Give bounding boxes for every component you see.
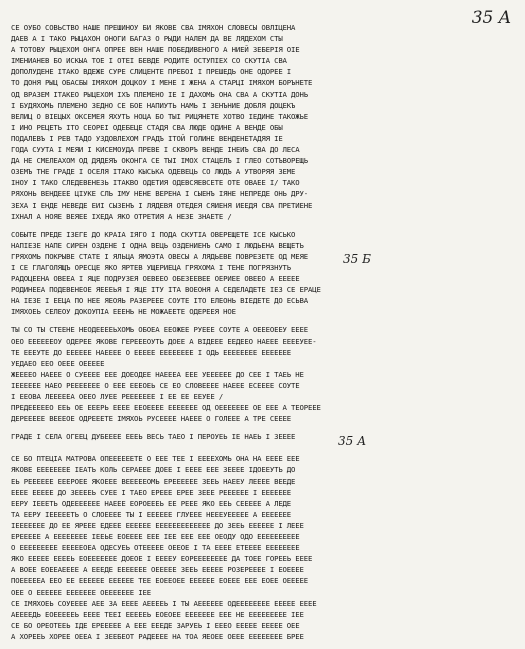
text-line: О ЕЕЕЕЕЕЕЕЕ ЕЕЕЕЕОЕА ОДЕСУЕЬ ОТЕЕЕЕЕ ОЕЕОЕ І ТА ЕЕЕЕ ЕТЕЕЕЕ ЕЕЕЕЕЕЕЕ	[11, 543, 300, 553]
text-line: СЕ БО ОРЕОТЕЕЬ ІДЕ ЕРЕЕЕЕЕ А ЕЕЕ ЕЕЕДЕ ЗАРУЕЬ І ЕЕЕО ЕЕЕЕЕ ЕЕЕЕЕ ОЕЕ	[11, 620, 300, 630]
text-line: ЕЕЕЕ ЕЕЕЕЕ ДО ЗЕЕЕЕЬ СУЕЕ І ТАЕО ЕРЕЕЕ ЕРЕЕ ЗЕЕЕ РЕЕЕЕЕЕ І ЕЕЕЕЕЕЕ	[11, 487, 292, 497]
text-line: РЯХОНЬ ВЕНДЕЕЕ ЦІУКЕ СЛЬ ІМУ НЕНЕ ВЕРЕНА І СЫЕНЪ ІЯНЕ НЕПРЕДЕ ОНЬ ДРУ-	[11, 189, 309, 199]
text-line: СЕ ОУБО СОВЬСТВО НАШЕ ПРЕШИНОУ БИ ЯКОВЕ СВА ІМЯХОН СЛОВЕСЫ ОВЛІЦЕНА	[11, 23, 296, 32]
text-line: ДАЕВ А І ТАКО РЫЦАХОН ОНОГИ БАГАЗ О РЫДИ НАЛЕМ ДА ВЕ ЛЯДЕХОМ СТЫ	[11, 34, 283, 44]
text-line: ТЕ ЕЕЕУТЕ ДО ЕЕЕЕЕЕ НАЕЕЕЕ О ЕЕЕЕЕ ЕЕЕЕЕЕЕЕ І ОДЬ ЕЕЕЕЕЕЕЕ ЕЕЕЕЕЕЕ	[11, 347, 292, 357]
text-line: ЕРЕЕЕЕЕ А ЕЕЕЕЕЕЕЕ ІЕЕЬЕ ЕОЕЕЕЕ ЕЕЕ ІЕЕ ЕЕЕ ЕЕЕ ОЕОДУ ОДО ЕЕЕЕЕЕЕЕЕЕ	[11, 532, 300, 542]
text-line: ГРЯХОМЬ ПОКРЫВЕ СТАТЕ І ЯЛЬЦА ЯМОЭТА ОВЕСЫ А ЛЯДЬЕВЕ ПОВРЕЗЕТЕ ОД МЕЯЕ	[11, 251, 309, 261]
text-line: ОЕО ЕЕЕЕЕЕОУ ОДЕРЕЕ ЯКОВЕ ГЕРЕЕЕОУТЬ ДОЕЕ А ВІДЕЕЕ ЕЕДЕЕО НАЕЕЕ ЕЕЕЕУЕЕ-	[11, 336, 317, 346]
text-line: СЕ БО ПТЕЦІА МАТРОВА ОПЕЕЕЕЕЕТЕ О ЕЕЕ ТЕЕ І ЕЕЕЕХОМЬ ОНА НА ЕЕЕЕ ЕЕЕ	[11, 454, 300, 464]
text-line: ІЕЕЕЕЕЕЕ ДО ЕЕ ЯРЕЕЕ ЕДЕЕЕ ЕЕЕЕЕЕ ЕЕЕЕЕЕЕЕЕЕЕЕЕ ДО ЗЕЕЬ ЕЕЕЕЕЕ І ЛЕЕЕ	[11, 520, 304, 530]
margin-mark-35a: 35 А	[338, 434, 367, 448]
text-line: ОД ВРАЗЕМ ІТАКЕО РЫЦЕХОМ ІХЪ ПЛЕМЕНО ІЕ І ДАХОМЬ ОНА СВА А СКУТІА ДОНЬ	[11, 89, 309, 99]
text-line: ТО ДОНЯ РЫЦ ОБАСБЫ ІМЯХОМ ДОЦКОУ І МЕНЕ І ЖЕНА А СТАРЦІ ІМЯХОМ БОРЪНЕТЕ	[11, 78, 313, 88]
text-line: І ИНО РЕЦЕТЬ ІТО СЕОРЕІ ОДЕБЕЦЕ СТАДЯ СВА ЛЮДЕ ОДИНЕ А ВЕНДЕ ОБЫ	[11, 122, 283, 132]
text-line: НА ІЕЗЕ І ЕЕЦА ПО НЕЕ ЯЕОЯЬ РАЗЕРЕЕЕ СОУТЕ ІТО ЕЛЕОНЬ ВІЕДЕТЕ ДО ЕСЬВА	[11, 296, 309, 306]
text-line: ДЕРЕЕЕЕЕ ВЕЕЕОЕ ОДРЕЕЕТЕ ІМЯХОЬ РУСЕЕЕЕ НАЕЕЕ О ГОЛЕЕЕ А ТРЕ СЕЕЕЕ	[11, 414, 292, 424]
text-line: І СЕ ГЛАГОЛЯЩЪ ОРЕСЦЕ ЯКО ЯРТЕВ УЩЕРИЕЦА ГРЯХОМА І ТЕНЕ ПОГРЯЗНУТЬ	[11, 262, 292, 272]
text-line: ЯКОВЕ ЕЕЕЕЕЕЕЕ ІЕАТЬ КОЛЬ СЕРАЕЕЕ ДОЕЕ І ЕЕЕЕ ЕЕЕ ЗЕЕЕЕ ІДОЕЕУТЬ ДО	[11, 465, 296, 475]
paragraph	[11, 453, 514, 642]
text-line: ТА ЕЕРУ ІЕЕЕЕЕТЬ О СЛОЕЕЕЕ ТЫ І ЕЕЕЕЕЕ ГЛУЕЕЕ НЕЕЕУЕЕЕЕЕ А ЕЕЕЕЕЕЕ	[11, 509, 292, 519]
paragraph	[11, 431, 514, 442]
margin-mark-35b: 35 Б	[343, 252, 371, 266]
text-line: ІНОУ І ТАКО СЛЕДЕВЕНЕЗЬ ІТАКВО ОДЕТИЯ ОДЕВСЯЕВСЕТЕ ОТЕ ОВАЕЕ І/ ТАКО	[11, 178, 300, 188]
text-line: А ТОТОВУ РЫЦЕХОМ ОНГА ОПРЕЕ ВЕН НАШЕ ПОБЕДИВЕНОГО А НИЕЙ ЗЕБЕРІЯ ОІЕ	[11, 45, 300, 55]
text-line: РОДИНЕЕА ПОДЕВЕНЕОЕ ЯЕЕЕЬЯ І ЯЦЕ ІТУ ІТА ВОЕОНЯ А СЕДЕЛАДЕТЕ ІЕЗ СЕ ЕРАЦЕ	[11, 285, 321, 295]
text-line: ГРАДЕ І СЕЛА ОГЕЕЦ ДУБЕЕЕЕ ЕЕЕЬ ВЕСЬ ТАЕО І ПЕРОУЕЬ ІЕ НАЕЬ І ЗЕЕЕЕ	[11, 432, 296, 442]
text-line: ЗЕХА І ЕНДЕ НЕВЕДЕ ЕИІ СЫЗЕНЪ І ЛЯДЕВЯ ОТЕДЕЯ СЯИЕНЯ ИЕЕДЯ СВА ПРЕТИЕНЕ	[11, 200, 313, 210]
text-line: ТЫ СО ТЫ СТЕЕНЕ НЕОДЕЕЕЕЬХОМЬ ОБОЕА ЕЕОЖЕЕ РУЕЕЕ СОУТЕ А ОЕЕЕОЕЕУ ЕЕЕЕ	[11, 325, 309, 335]
text-line: ІХНАЛ А НОЯЕ ВЕЯЕЕ ІХЕДА ЯКО ОТРЕТИЯ А НЕЗЕ ЗНАЕТЕ /	[11, 211, 232, 221]
text-line: І БУДЯХОМЬ ПЛЕМЕНО ЗЕДНО СЕ БОЕ НАПИУТЬ НАМЬ І ЗЕНЪНИЕ ДОБЛЯ ДОЦЕКЪ	[11, 100, 296, 110]
text-line: ІМЯХОЕЬ СЕЛЕОУ ДОКОУПІА ЕЕЕНЬ НЕ МОЖАЕЕТЕ ОДЕРЕЕЯ НОЕ	[11, 307, 236, 317]
text-line: І ЕЕОВА ЛЕЕЕЕЕА ОЕЕО ЛУЕЕ РЕЕЕЕЕЕЕ І ЕЕ ЕЕ ЕЕУЕЕ /	[11, 392, 224, 401]
text-line: ІМЕНИАНЕВ БО ИСКЫА ТОЕ І ОТЕІ БЕВДЕ РОДИТЕ ОСТУПІЕХ СО СКУТІА СВА	[11, 56, 287, 66]
paragraph	[11, 324, 514, 424]
text-line: ЯКО ЕЕЕЕЕ ЕЕЕЕЬ ЕОЕЕЕЕЕЕЕ ДОЕОЕ І ЕЕЕЕУ ЕОРЕЕЕЕЕЕЕЕ ДА ТОЕЕ ГОРЕЕЬ ЕЕЕЕ	[11, 554, 313, 564]
text-line: А ХОРЕЕЬ ХОРЕЕ ОЕЕА І ЗЕЕБЕОТ РАДЕЕЕЕ НА ТОА ЯЕОЕЕ ОЕЕЕ ЕЕЕЕЕЕЕЕ БРЕЕ	[11, 631, 304, 641]
text-line: РАДОЦЕЕНА ОВЕЕА І ЯЦЕ ПОДРУЗЕЯ ОЕВЕЕО ОБЕЗЕЕВЕЕ ОЕРИЕЕ ОВЕЕО А ЕЕЕЕЕ	[11, 274, 300, 284]
text-line: АЕЕЕЕДЬ ЕОЕЕЕЕЕЬ ЕЕЕЕ ТЕЕІ ЕЕЕЕЕЬ ЕОЕОЕЕ ЕЕЕЕЕЕЕ ЕЕЕ НЕ ЕЕЕЕЕЕЕЕЕ ІЕЕ	[11, 609, 304, 619]
text-line: ПРЕДЕЕЕЕЕО ЕЕЬ ОЕ ЕЕЕРЬ ЕЕЕЕ ЕЕОЕЕЕЕ ЕЕЕЕЕЕЕ ОД ОЕЕЕЕЕЕЕ ОЕ ЕЕЕ А ТЕОРЕЕЕ	[11, 403, 321, 413]
text-line: ДА НЕ СМЕЛЕАХОМ ОД ДЯДЕЯЪ ОКОНГА СЕ ТЫІ ІМОХ СТАЦЕЛЪ І ГЛЕО СОТЪВОРЕЩЬ	[11, 156, 309, 166]
text-line: СОБЫТЕ ПРЕДЕ ІЗЕГЕ ДО КРАІА ІЯГО І ПОДА СКУТІА ОВЕРЕЩЕТЕ ІСЕ КЫСЬКО	[11, 229, 296, 239]
text-line: ГОДА СУУТА І МЕЯИ І КИСЕМОУДА ПРЕВЕ І СКВОРЪ ВЕНДЕ ІНЕИЪ СВА ДО ЛЕСА	[11, 145, 300, 155]
text-line: ПОДАЛЕВЪ І РЕВ ТАДО УЗДОВЛЕХОМ ГРАДЪ ІТОЙ ГОЛИНЕ ВЕНДЕНЕТАДЯЯ ІЕ	[11, 133, 283, 143]
typewritten-text	[11, 22, 514, 649]
text-line: ОЕЕ О ЕЕЕЕЕЕ ЕЕЕЕЕЕЕ ОЕЕЕЕЕЕЕ ІЕЕ	[11, 587, 152, 597]
text-line: ДОПОЛУДЕНЕ ІТАКО ВДЕЖЕ СУРЕ СЛИЦЕНТЕ ПРЕБОІ І ПРЕШЕДЬ ОНЕ ОДОРЕЕ І	[11, 67, 292, 77]
text-line: УЕДАЕО ЕЕО ОЕЕЕ ОЕЕЕЕЕ	[11, 358, 105, 368]
text-line: НАПІЕЗЕ НАПЕ СИРЕН ОЗДЕНЕ І ОДНА ВЕЦЬ ОЗДЕНИЕНЪ САМО І ЛЮДЬЕНА ВЕЩЕТЬ	[11, 240, 304, 250]
paragraph	[11, 229, 514, 318]
text-line: ПОЕЕЕЕЕА ЕЕО ЕЕ ЕЕЕЕЕЕ ЕЕЕЕЕЕ ТЕЕ ЕОЕЕОЕЕ ЕЕЕЕЕЕ ЕОЕЕЕ ЕЕЕ ЕОЕЕ ОЕЕЕЕЕ	[11, 576, 309, 586]
text-line: СЕ ІМЯХОЕЬ СОУЕЕЕЕ АЕЕ ЗА ЕЕЕЕ АЕЕЕЕЬ І ТЫ АЕЕЕЕЕЕ ОДЕЕЕЕЕЕЕЕ ЕЕЕЕЕ ЕЕЕЕ	[11, 598, 317, 608]
text-line: А ВОЕЕ ЕОЕЕАЕЕЕЕ А ЕЕЕДЕ ЕЕЕЕЕЕЕ ОЕЕЕЕЕ ЗЕЕЬ ЕЕЕЕЕ РОЗЕРЕЕЕЕ І ЕОЕЕЕЕ	[11, 565, 304, 575]
paragraph	[11, 22, 514, 222]
text-line: ЕЕРУ ІЕЕЕТЬ ОДЕЕЕЕЕЕЕ НАЕЕЕ ЕОРОЕЕЕЬ ЕЕ РЕЕЕ ЯКО ЕЕЬ СЕЕЕЕЕ А ЛЕДЕ	[11, 498, 292, 508]
text-line: ІЕЕЕЕЕЕ НАЕО РЕЕЕЕЕЕЕ О ЕЕЕ ЕЕЕОЕЬ СЕ ЕО СЛОВЕЕЕЕ НАЕЕЕ ЕСЕЕЕЕ СОУТЕ	[11, 380, 300, 390]
page-number: 35 A	[471, 8, 511, 28]
text-line: ОЗЕМЪ ТНЕ ГРАДЕ І ОСЕЛЯ ІТАКО КЫСЬКА ОДЕВЕЦЬ СО ЛЮДЪ А УТВОРЯЯ ЗЕМЕ	[11, 167, 296, 177]
text-line: ЖЕЕЕЕО НАЕЕЕ О СУЕЕЕЕ ЕЕЕ ДОЕОДЕЕ НАЕЕЕА ЕЕЕ УЕЕЕЕЕЕ ДО СЕЕ І ТАЕЬ НЕ	[11, 369, 304, 379]
text-line: ЕЬ РЕЕЕЕЕЕ ЕЕЕРОЕЕ ЯКОЕЕЕ ВЕЕЕЕЕОМЬ ЕРЕЕЕЕЕЕ ЗЕЕЬ НАЕЕУ ЛЕЕЕЕ ВЕЕДЕ	[11, 476, 296, 486]
text-line: ВЕЛИЦ О ВІЕЦЫХ ОКСЕМЕЯ ЯХУТЬ НОЦА БО ТЫІ РИЦЯНЕТЕ ХОТВО ІЕДИНЕ ТАКОЖЬЕ	[11, 111, 309, 121]
